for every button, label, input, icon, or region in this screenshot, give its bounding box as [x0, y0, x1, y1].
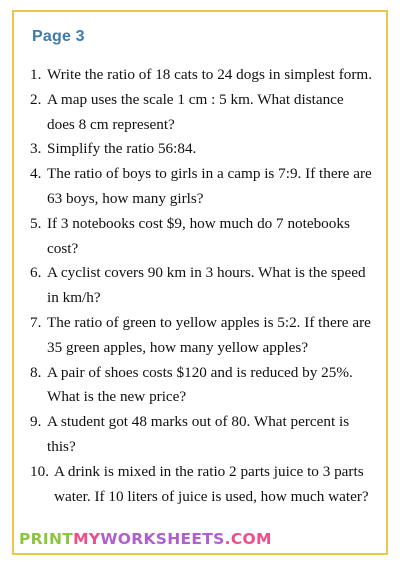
question-item-3	[30, 137, 374, 162]
question-item-8	[30, 361, 374, 411]
question-item-2	[30, 88, 374, 138]
question-number: 9.	[30, 413, 42, 431]
question-item-7	[30, 311, 374, 361]
question-text: A student got 48 marks out of 80. What percent is this?	[47, 413, 350, 455]
brand-logo-com: .COM	[224, 530, 272, 548]
question-number: 4.	[30, 165, 42, 183]
question-text: A drink is mixed in the ratio 2 parts juice to 3 parts water. If 10 liters of juice is used, how much water?	[54, 462, 369, 505]
question-item-10	[30, 460, 374, 510]
question-item-4	[30, 162, 374, 212]
brand-logo-my: MY	[73, 530, 101, 548]
question-number: 10.	[30, 462, 49, 480]
question-item-6	[30, 261, 374, 311]
question-item-1	[30, 63, 374, 88]
page-title: Page 3	[32, 28, 85, 45]
question-item-9	[30, 410, 374, 460]
brand-logo	[19, 530, 272, 548]
question-text: Simplify the ratio 56:84.	[47, 140, 197, 158]
question-text: A map uses the scale 1 cm : 5 km. What distance does 8 cm represent?	[47, 90, 344, 133]
question-number: 7.	[30, 313, 42, 331]
question-item-5	[30, 212, 374, 262]
question-text: A cyclist covers 90 km in 3 hours. What is the speed in km/h?	[47, 264, 366, 307]
question-number: 5.	[30, 214, 42, 232]
brand-logo-worksheets: WORKSHEETS	[100, 530, 225, 548]
question-text: A pair of shoes costs $120 and is reduced by 25%. What is the new price?	[47, 363, 353, 406]
question-number: 8.	[30, 363, 42, 381]
question-list	[30, 63, 374, 509]
question-text: The ratio of boys to girls in a camp is 7:9. If there are 63 boys, how many girls?	[47, 165, 372, 207]
question-text: Write the ratio of 18 cats to 24 dogs in simplest form.	[47, 66, 373, 83]
question-number: 3.	[30, 140, 42, 158]
brand-logo-print: PRINT	[19, 530, 74, 548]
question-number: 2.	[30, 90, 42, 108]
question-text: If 3 notebooks cost $9, how much do 7 notebooks cost?	[47, 214, 350, 257]
question-number: 6.	[30, 264, 42, 282]
question-text: The ratio of green to yellow apples is 5:2. If there are 35 green apples, how many yellow apples?	[47, 313, 371, 356]
question-number: 1.	[30, 66, 42, 83]
